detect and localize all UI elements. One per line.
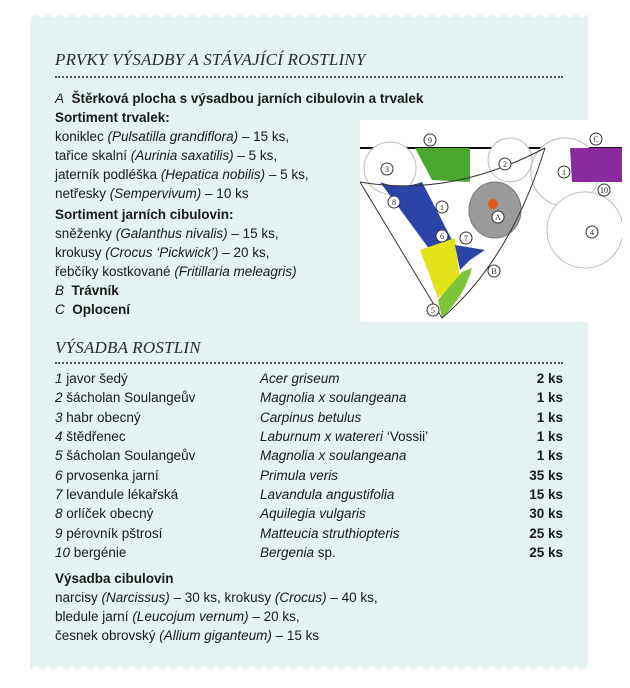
- plant-qty: 1 ks: [536, 409, 563, 425]
- plant-latin: (Sempervivum): [109, 186, 202, 201]
- plan-label-2: 2: [503, 160, 507, 169]
- plant-latin-cell: [260, 427, 500, 446]
- plant-name: jaterník podléška: [55, 167, 161, 182]
- table-row: [55, 427, 563, 446]
- plan-label-9: 9: [428, 136, 432, 145]
- table-row: [55, 408, 563, 427]
- plant-common-name: štědřenec: [66, 429, 126, 445]
- item-a-text: Štěrková plocha s výsadbou jarních cibulovin a trvalek: [71, 91, 424, 106]
- item-b: [55, 281, 119, 300]
- plant-number: 9: [55, 525, 63, 541]
- plant-number: 7: [55, 486, 63, 502]
- plant-latin: (Pulsatilla grandiflora): [107, 129, 239, 144]
- perennial-line: [55, 146, 277, 165]
- bulb-text-segment: (Narcissus): [101, 590, 170, 605]
- plant-common-cell: [55, 543, 260, 562]
- planting-table: [55, 369, 563, 562]
- plant-latin-name: Matteucia struthiopteris: [260, 525, 400, 541]
- section-divider: [55, 362, 563, 364]
- plant-latin-cell: [260, 543, 500, 562]
- plant-latin-cell: [260, 388, 500, 407]
- plant-common-cell: [55, 446, 260, 465]
- perennial-line: [55, 127, 289, 146]
- bulb-text-segment: – 20 ks,: [248, 609, 300, 624]
- plant-qty: – 15 ks,: [227, 226, 279, 241]
- gravel-area: [469, 182, 521, 238]
- plant-common-cell: [55, 369, 260, 388]
- plan-label-4: 4: [590, 228, 594, 237]
- plan-label-7: 7: [464, 234, 468, 243]
- item-a-letter: A: [55, 91, 65, 106]
- bed-9: [415, 148, 470, 182]
- plant-qty: 25 ks: [529, 544, 563, 560]
- plant-latin-name: Magnolia x soulangeana: [260, 448, 407, 464]
- plant-latin-name: Acer griseum: [260, 371, 340, 387]
- bulb-text-segment: česnek obrovský: [55, 628, 160, 643]
- plant-latin-suffix: sp.: [314, 544, 336, 560]
- accent-stone: [488, 199, 498, 209]
- plant-latin-cell: [260, 523, 500, 542]
- perennial-line: [55, 184, 249, 203]
- plan-label-1: 1: [562, 168, 566, 177]
- table-row: [55, 388, 563, 407]
- plan-label-C: C: [593, 135, 599, 144]
- table-row: [55, 543, 563, 562]
- plant-qty: 15 ks: [529, 486, 563, 502]
- plant-latin-cell: [260, 408, 500, 427]
- table-row: [55, 465, 563, 484]
- plant-qty: – 15 ks,: [238, 129, 290, 144]
- plant-common-cell: [55, 465, 260, 484]
- plant-qty: – 5 ks,: [233, 148, 278, 163]
- perennials-title: Sortiment trvalek:: [55, 110, 170, 125]
- bulb-planting-line-2: [55, 607, 300, 626]
- plant-common-name: orlíček obecný: [66, 506, 154, 522]
- plant-qty: 25 ks: [529, 525, 563, 541]
- plant-common-cell: [55, 485, 260, 504]
- bulbs-title: Sortiment jarních cibulovin:: [55, 207, 234, 222]
- plant-qty: – 10 ks: [201, 186, 249, 201]
- bulb-line: [55, 243, 270, 262]
- plant-common-name: levandule lékařská: [66, 486, 179, 502]
- table-row: [55, 504, 563, 523]
- plant-qty: 1 ks: [536, 448, 563, 464]
- plan-label-A: A: [495, 213, 501, 222]
- plan-label-5: 5: [431, 306, 435, 315]
- plant-latin: (Galanthus nivalis): [115, 226, 228, 241]
- bulb-line: [55, 262, 297, 281]
- garden-plan: [360, 120, 622, 322]
- section-title-elements: PRVKY VÝSADBY A STÁVAJÍCÍ ROSTLINY: [55, 50, 366, 69]
- plant-latin-name: Aquilegia vulgaris: [260, 506, 366, 522]
- plant-latin-cell: [260, 485, 500, 504]
- plant-latin-name: Carpinus betulus: [260, 409, 362, 425]
- bulb-text-segment: (Leucojum vernum): [132, 609, 249, 624]
- plant-common-name: javor šedý: [66, 371, 128, 387]
- plant-latin-cell: [260, 504, 500, 523]
- plant-latin-cell: [260, 446, 500, 465]
- section-title-planting: VÝSADBA ROSTLIN: [55, 338, 201, 357]
- item-b-text: Trávník: [71, 283, 119, 298]
- item-c-letter: C: [55, 302, 65, 317]
- plant-common-name: bergénie: [73, 544, 127, 560]
- plant-name: řebčíky kostkované: [55, 264, 175, 279]
- plant-qty: 1 ks: [536, 390, 563, 406]
- plant-common-cell: [55, 427, 260, 446]
- plant-latin-name: Bergenia: [260, 544, 315, 560]
- perennial-line: [55, 165, 309, 184]
- item-c-text: Oplocení: [72, 302, 131, 317]
- plant-qty: 35 ks: [529, 467, 563, 483]
- plant-latin: (Aurinia saxatilis): [130, 148, 234, 163]
- item-c: [55, 300, 130, 319]
- plant-number: 10: [55, 544, 71, 560]
- garden-plan-svg: [360, 120, 622, 322]
- plant-name: sněženky: [55, 226, 116, 241]
- bulb-text-segment: – 15 ks: [271, 628, 320, 643]
- plant-latin-cell: [260, 369, 500, 388]
- plant-common-cell: [55, 504, 260, 523]
- tree-4: [547, 192, 622, 268]
- table-row: [55, 485, 563, 504]
- plan-label-1b: 1: [440, 203, 444, 212]
- bed-10: [570, 148, 622, 182]
- bulb-text-segment: – 40 ks,: [326, 590, 378, 605]
- plant-common-name: pérovník pštrosí: [66, 525, 163, 541]
- section-divider: [55, 76, 563, 78]
- plant-common-name: prvosenka jarní: [66, 467, 159, 483]
- plant-qty: 2 ks: [536, 371, 563, 387]
- table-row: [55, 446, 563, 465]
- plant-number: 8: [55, 506, 63, 522]
- plant-qty: 30 ks: [529, 506, 563, 522]
- plant-number: 2: [55, 390, 63, 406]
- item-a: [55, 89, 423, 108]
- bulb-text-segment: – 30 ks, krokusy: [169, 590, 275, 605]
- plant-latin: (Hepatica nobilis): [160, 167, 266, 182]
- plan-label-3: 3: [385, 165, 389, 174]
- plant-number: 6: [55, 467, 63, 483]
- plant-number: 1: [55, 371, 63, 387]
- bed-blue-2: [455, 245, 485, 270]
- item-b-letter: B: [55, 283, 65, 298]
- plant-common-name: habr obecný: [66, 409, 141, 425]
- plant-common-cell: [55, 408, 260, 427]
- plant-qty: 1 ks: [536, 429, 563, 445]
- table-row: [55, 369, 563, 388]
- plant-qty: – 20 ks,: [218, 245, 270, 260]
- plant-common-cell: [55, 388, 260, 407]
- plant-number: 4: [55, 429, 63, 445]
- plant-latin: (Crocus ‘Pickwick’): [105, 245, 219, 260]
- plant-name: koniklec: [55, 129, 108, 144]
- plant-number: 5: [55, 448, 63, 464]
- bulb-planting-title: Výsadba cibulovin: [55, 571, 174, 586]
- plant-latin-suffix: ‘Vossii’: [383, 429, 429, 445]
- plan-label-B: B: [491, 267, 497, 276]
- plan-label-8: 8: [392, 198, 396, 207]
- plan-label-6: 6: [440, 232, 444, 241]
- plan-label-10: 10: [600, 186, 608, 195]
- plant-qty: – 5 ks,: [265, 167, 309, 182]
- plant-name: netřesky: [55, 186, 110, 201]
- plant-latin-name: Primula veris: [260, 467, 339, 483]
- bulb-text-segment: bledule jarní: [55, 609, 133, 624]
- plant-name: tařice skalní: [55, 148, 131, 163]
- bulb-line: [55, 224, 279, 243]
- bulb-text-segment: (Crocus): [274, 590, 327, 605]
- plant-latin-name: Laburnum x watereri: [260, 429, 384, 445]
- bulb-text-segment: (Allium giganteum): [159, 628, 272, 643]
- plant-name: krokusy: [55, 245, 106, 260]
- plant-common-cell: [55, 523, 260, 542]
- plant-number: 3: [55, 409, 63, 425]
- plant-common-name: šácholan Soulangeův: [66, 448, 196, 464]
- plant-latin-cell: [260, 465, 500, 484]
- plant-latin: (Fritillaria meleagris): [174, 264, 297, 279]
- bulb-text-segment: narcisy: [55, 590, 102, 605]
- plant-latin-name: Magnolia x soulangeana: [260, 390, 407, 406]
- bulb-planting-line-1: [55, 588, 378, 607]
- plant-common-name: šácholan Soulangeův: [66, 390, 196, 406]
- bulb-planting-line-3: [55, 626, 319, 645]
- plant-latin-name: Lavandula angustifolia: [260, 486, 395, 502]
- table-row: [55, 523, 563, 542]
